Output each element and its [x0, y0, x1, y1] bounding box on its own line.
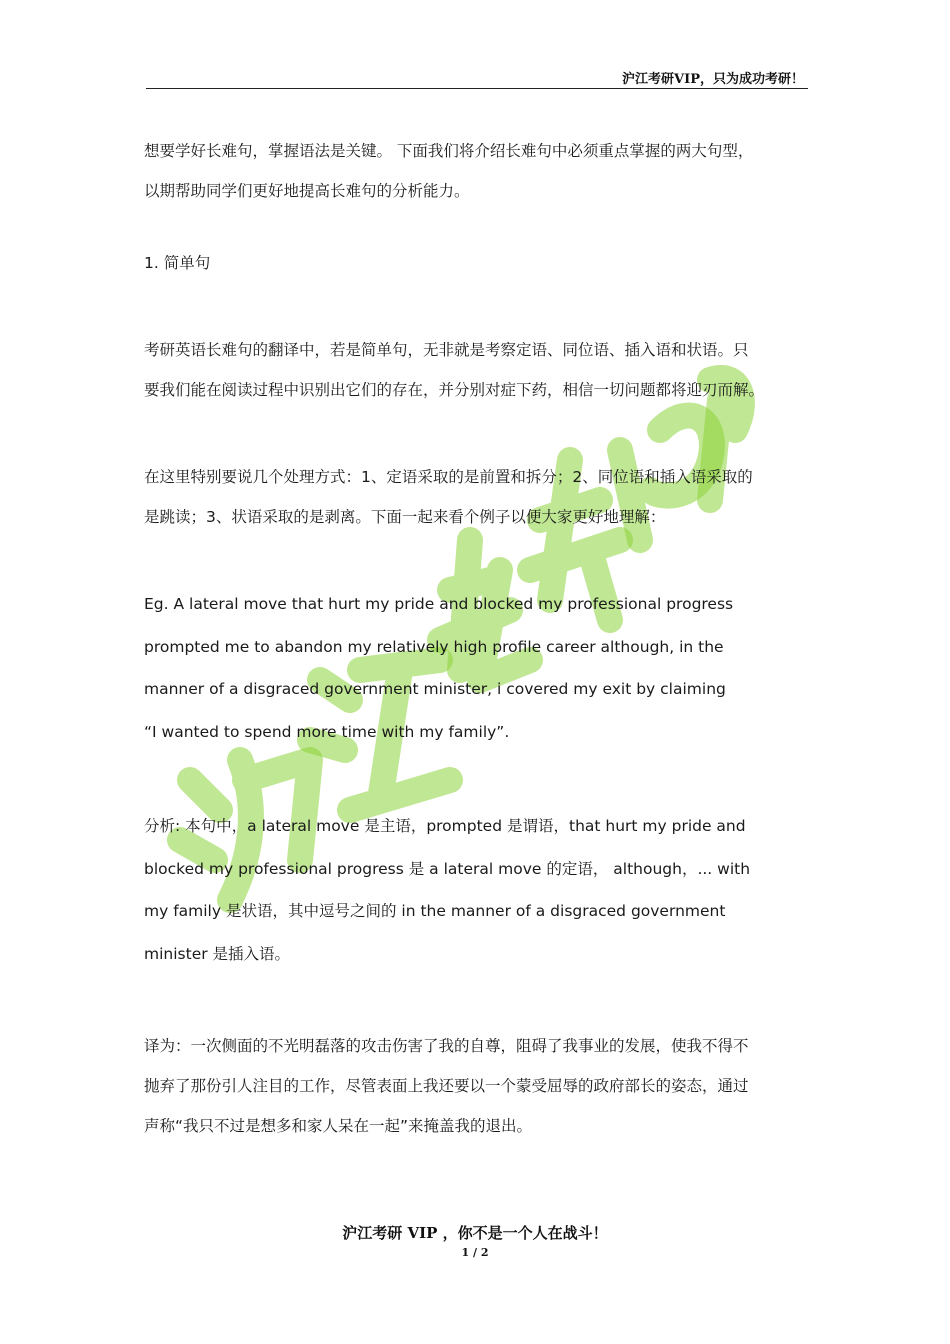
paragraph-methods: [144, 457, 824, 537]
paragraph-line: 在这里特别要说几个处理方式：1、定语采取的是前置和拆分；2、同位语和插入语采取的: [144, 468, 753, 486]
header-slogan: 沪江考研VIP，只为成功考研！: [622, 72, 804, 87]
analysis-line: my family 是状语，其中逗号之间的 in the manner of a disgraced government: [144, 902, 726, 920]
header-divider: [146, 88, 808, 89]
example-paragraph: [144, 583, 824, 753]
paragraph-line: 要我们能在阅读过程中识别出它们的存在，并分别对症下药，相信一切问题都将迎刃而解。: [144, 381, 765, 399]
intro-paragraph: [144, 131, 824, 211]
section-heading: 1. 简单句: [144, 254, 211, 272]
example-line: Eg. A lateral move that hurt my pride and blocked my professional progress: [144, 595, 734, 613]
analysis-line: blocked my professional progress 是 a lateral move 的定语， although，... with: [144, 859, 751, 878]
translation-paragraph: [144, 1026, 824, 1146]
translation-line: 抛弃了那份引人注目的工作，尽管表面上我还要以一个蒙受屈辱的政府部长的姿态，通过: [144, 1077, 749, 1095]
footer-slogan: 沪江考研 VIP ，你不是一个人在战斗！: [342, 1224, 608, 1242]
intro-line: 想要学好长难句，掌握语法是关键。 下面我们将介绍长难句中必须重点掌握的两大句型，: [144, 142, 754, 160]
translation-line: 声称“我只不过是想多和家人呆在一起”来掩盖我的退出。: [144, 1117, 533, 1135]
translation-line: 译为：一次侧面的不光明磊落的攻击伤害了我的自尊，阻碍了我事业的发展，使我不得不: [144, 1037, 749, 1055]
example-line: prompted me to abandon my relatively high profile career although, in the: [144, 637, 724, 656]
example-line: “I wanted to spend more time with my family”.: [144, 722, 510, 741]
analysis-line: 分析: 本句中，a lateral move 是主语，prompted 是谓语，that hurt my pride and: [144, 817, 746, 835]
intro-line: 以期帮助同学们更好地提高长难句的分析能力。: [144, 182, 470, 200]
page-number: 1 / 2: [461, 1246, 489, 1259]
paragraph-line: 是跳读；3、状语采取的是剥离。下面一起来看个例子以便大家更好地理解：: [144, 508, 666, 526]
analysis-line: minister 是插入语。: [144, 944, 291, 963]
paragraph-line: 考研英语长难句的翻译中，若是简单句，无非就是考察定语、同位语、插入语和状语。只: [144, 341, 749, 359]
paragraph-simple-sentence: [144, 330, 824, 410]
analysis-paragraph: [144, 805, 824, 975]
watermark-text: 沪江考研VIP: [150, 325, 240, 344]
example-line: manner of a disgraced government minister, i covered my exit by claiming: [144, 680, 726, 698]
